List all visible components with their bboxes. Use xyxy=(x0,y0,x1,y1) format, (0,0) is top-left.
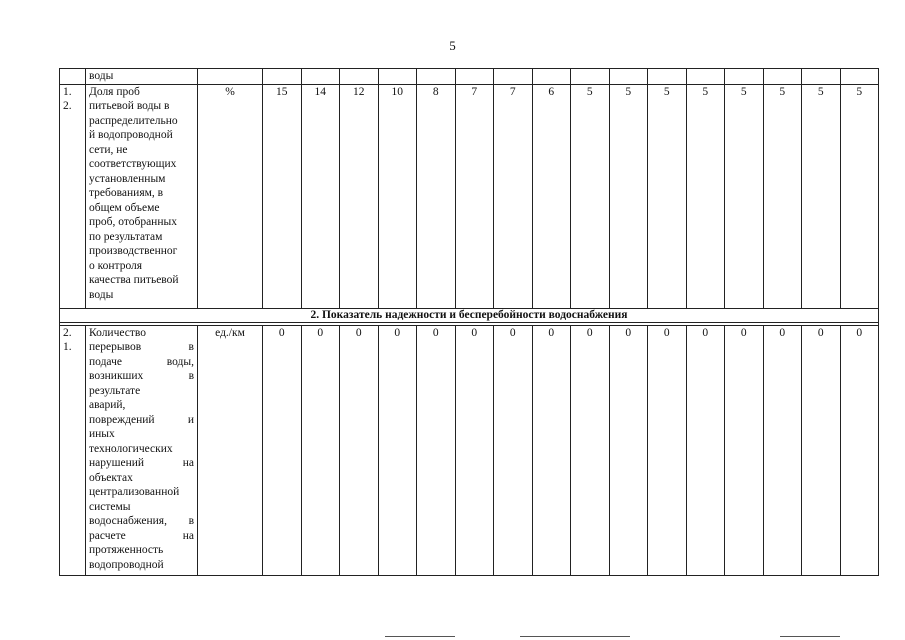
indicator-name-line: производственног xyxy=(89,245,178,257)
value-cell: 8 xyxy=(417,84,456,308)
indicator-name-line: водопроводной xyxy=(89,558,164,571)
value-cell: 10 xyxy=(378,84,417,308)
indicator-name-line: проб, отобранных xyxy=(89,216,177,228)
value-cell: 7 xyxy=(494,84,533,308)
indicator-name-line: качества питьевой xyxy=(89,274,179,286)
table-row-2-1 xyxy=(60,325,879,575)
unit-cell: ед./км xyxy=(198,325,263,575)
indicator-name-line: о контроля xyxy=(89,259,143,272)
value-cell: 5 xyxy=(609,84,648,308)
value-cell: 0 xyxy=(609,325,648,575)
indicator-name-line: Количество xyxy=(89,326,146,339)
indicator-name-line: соответствующих xyxy=(89,158,177,170)
page-number: 5 xyxy=(449,38,456,53)
indicator-name-line: системы xyxy=(89,500,131,513)
indicator-name-line: аварий, xyxy=(89,399,126,411)
indicator-name-line: перерывов в xyxy=(89,341,194,353)
value-cell: 0 xyxy=(494,325,533,575)
row-number-cell xyxy=(60,69,86,85)
value-cell: 0 xyxy=(725,325,764,575)
value-cell: 5 xyxy=(571,84,610,308)
indicator-name-line: по результатам xyxy=(89,230,163,243)
indicator-name-line: результате xyxy=(89,384,141,397)
value-cell: 5 xyxy=(648,84,687,308)
value-cell: 0 xyxy=(378,325,417,575)
indicator-name-line: водоснабжения, в xyxy=(89,515,194,527)
indicator-name-line: требованиям, в xyxy=(89,187,164,199)
section-title: 2. Показатель надежности и бесперебойности водоснабжения xyxy=(60,308,879,322)
table-row-continuation xyxy=(60,69,879,85)
scan-artifact xyxy=(520,636,630,637)
indicator-name-cell xyxy=(86,84,198,308)
indicator-name-cell xyxy=(86,325,198,575)
value-cell: 0 xyxy=(455,325,494,575)
indicator-name-line: Доля проб xyxy=(89,85,140,98)
indicator-name-line: воды xyxy=(89,288,114,301)
value-cell: 5 xyxy=(802,84,841,308)
scan-artifact xyxy=(385,636,455,637)
value-cell: 12 xyxy=(340,84,379,308)
unit-cell xyxy=(198,69,263,85)
indicator-name-line: технологических xyxy=(89,442,173,455)
value-cell: 0 xyxy=(802,325,841,575)
value-cell: 0 xyxy=(648,325,687,575)
indicator-name-line: установленным xyxy=(89,172,166,185)
value-cell: 5 xyxy=(840,84,879,308)
indicator-name-line: централизованной xyxy=(89,486,180,498)
value-cell: 0 xyxy=(301,325,340,575)
value-cell: 15 xyxy=(263,84,302,308)
indicator-name-line: подаче воды, xyxy=(89,355,194,368)
value-cell: 0 xyxy=(417,325,456,575)
indicator-name-line: питьевой воды в xyxy=(89,100,170,112)
value-cell: 0 xyxy=(686,325,725,575)
indicator-name-cell: воды xyxy=(86,69,198,85)
value-cell: 6 xyxy=(532,84,571,308)
value-cell: 7 xyxy=(455,84,494,308)
indicator-name-line: повреждений и xyxy=(89,413,194,426)
table-row-1-2 xyxy=(60,84,879,308)
indicator-name-line: иных xyxy=(89,428,115,440)
value-cell: 0 xyxy=(263,325,302,575)
indicator-name-line: расчете на xyxy=(89,529,194,542)
value-cell: 0 xyxy=(532,325,571,575)
value-cell: 5 xyxy=(725,84,764,308)
indicator-name-line: объектах xyxy=(89,471,133,484)
value-cell: 0 xyxy=(763,325,802,575)
indicator-name-line: протяженность xyxy=(89,544,164,556)
indicator-name-line: распределительно xyxy=(89,114,178,127)
value-cell: 5 xyxy=(686,84,725,308)
unit-cell: % xyxy=(198,84,263,308)
value-cell: 0 xyxy=(840,325,879,575)
indicator-name-line: сети, не xyxy=(89,143,128,156)
indicator-name-line: й водопроводной xyxy=(89,129,173,141)
row-number-cell: 1. 2. xyxy=(60,84,86,308)
indicator-name-line: общем объеме xyxy=(89,201,160,214)
value-cell: 14 xyxy=(301,84,340,308)
value-cell: 0 xyxy=(340,325,379,575)
value-cell: 0 xyxy=(571,325,610,575)
indicators-table xyxy=(59,68,879,576)
scan-artifact xyxy=(780,636,840,637)
indicator-name-line: возникших в xyxy=(89,370,194,382)
section-header-row xyxy=(60,308,879,322)
row-number-cell: 2. 1. xyxy=(60,325,86,575)
indicator-name-line: нарушений на xyxy=(89,457,194,469)
value-cell: 5 xyxy=(763,84,802,308)
